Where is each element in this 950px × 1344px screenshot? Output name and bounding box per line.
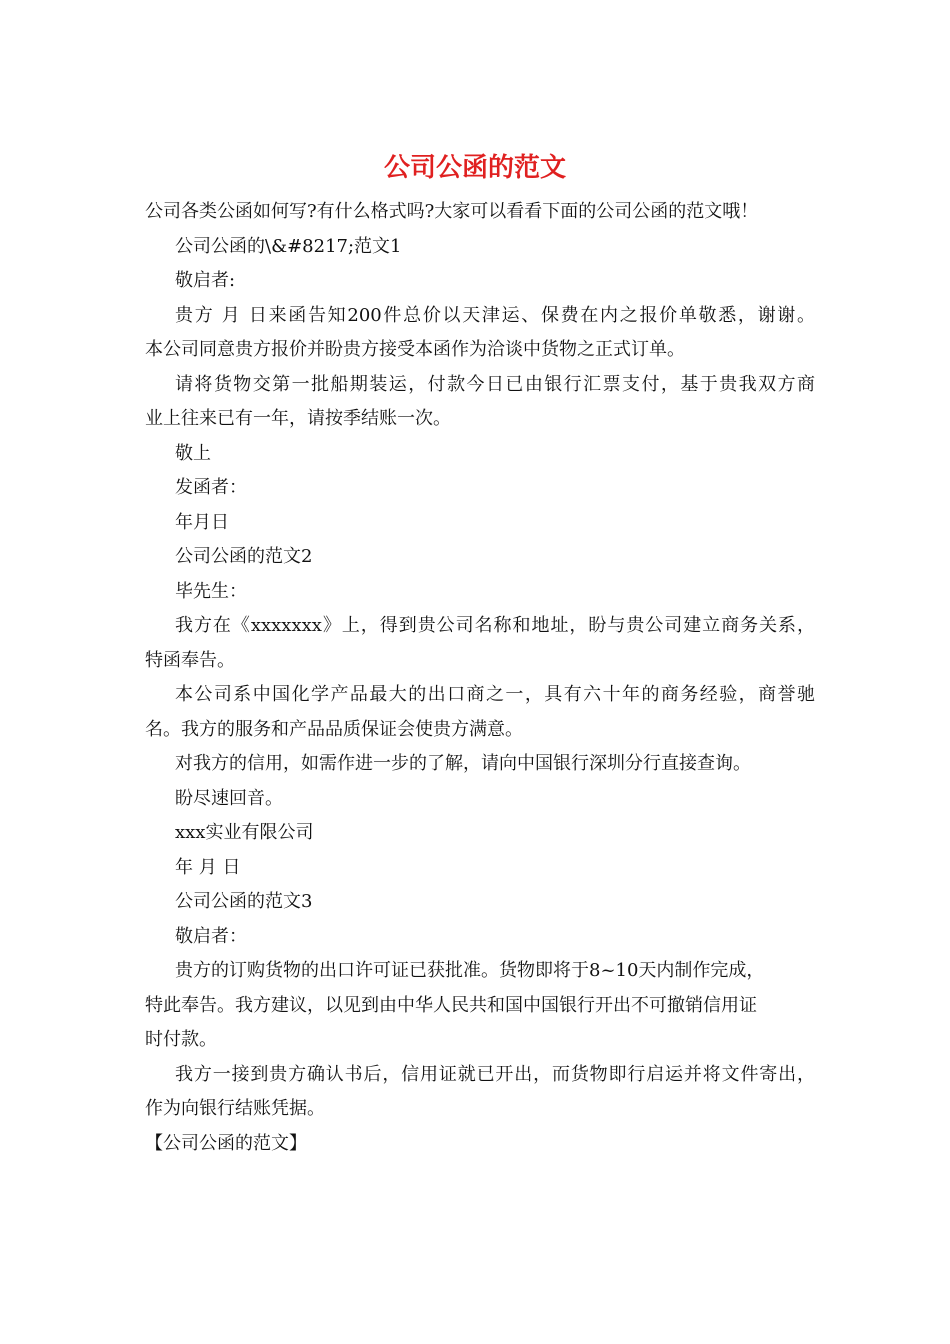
letter2-paragraph-line: 特函奉告。	[145, 649, 235, 671]
closing-1: 敬上	[175, 442, 211, 464]
letter2-paragraph-line: 我方在《xxxxxxx》上，得到贵公司名称和地址，盼与贵公司建立商务关系，	[175, 615, 815, 636]
letter1-paragraph-line: 请将货物交第一批船期装运，付款今日已由银行汇票支付，基于贵我双方商	[175, 373, 815, 395]
letter3-paragraph-line: 贵方的订购货物的出口许可证已获批准。货物即将于8~10天内制作完成，	[175, 960, 765, 981]
section-heading-2: 公司公函的范文2	[175, 546, 313, 567]
sender-1: 发函者：	[175, 477, 247, 498]
salutation-3: 敬启者：	[175, 925, 247, 947]
letter3-paragraph-line: 特此奉告。我方建议，以见到由中华人民共和国中国银行开出不可撤销信用证	[145, 994, 757, 1016]
letter3-paragraph-line: 作为向银行结账凭据。	[145, 1098, 325, 1119]
letter3-paragraph-line: 我方一接到贵方确认书后，信用证就已开出，而货物即行启运并将文件寄出，	[175, 1063, 815, 1085]
document-body	[145, 195, 815, 1161]
letter2-paragraph-line: 本公司系中国化学产品最大的出口商之一，具有六十年的商务经验，商誉驰	[175, 684, 815, 705]
closing-2: 盼尽速回音。	[175, 787, 283, 809]
letter1-paragraph-line: 贵方 月 日来函告知200件总价以天津运、保费在内之报价单敬悉，谢谢。	[175, 304, 815, 326]
letter2-paragraph-line: 对我方的信用，如需作进一步的了解，请向中国银行深圳分行直接查询。	[175, 753, 751, 774]
section-heading-3: 公司公函的范文3	[175, 891, 313, 912]
date-2: 年 月 日	[175, 856, 241, 878]
letter1-paragraph-line: 业上往来已有一年，请按季结账一次。	[145, 408, 451, 429]
date-1: 年月日	[175, 511, 229, 533]
letter3-paragraph-line: 时付款。	[145, 1029, 217, 1050]
letter1-paragraph-line: 本公司同意贵方报价并盼贵方接受本函作为洽谈中货物之正式订单。	[145, 339, 685, 360]
intro-paragraph: 公司各类公函如何写?有什么格式吗?大家可以看看下面的公司公函的范文哦！	[145, 201, 759, 222]
document-footer-tag: 【公司公函的范文】	[145, 1132, 307, 1154]
letter2-paragraph-line: 名。我方的服务和产品品质保证会使贵方满意。	[145, 718, 523, 740]
section-heading-1: 公司公函的\&#8217;范文1	[175, 235, 402, 257]
salutation-1: 敬启者:	[175, 270, 236, 291]
salutation-2: 毕先生：	[175, 580, 247, 602]
sender-2: xxx实业有限公司	[175, 822, 314, 843]
document-title: 公司公函的范文	[383, 153, 566, 183]
